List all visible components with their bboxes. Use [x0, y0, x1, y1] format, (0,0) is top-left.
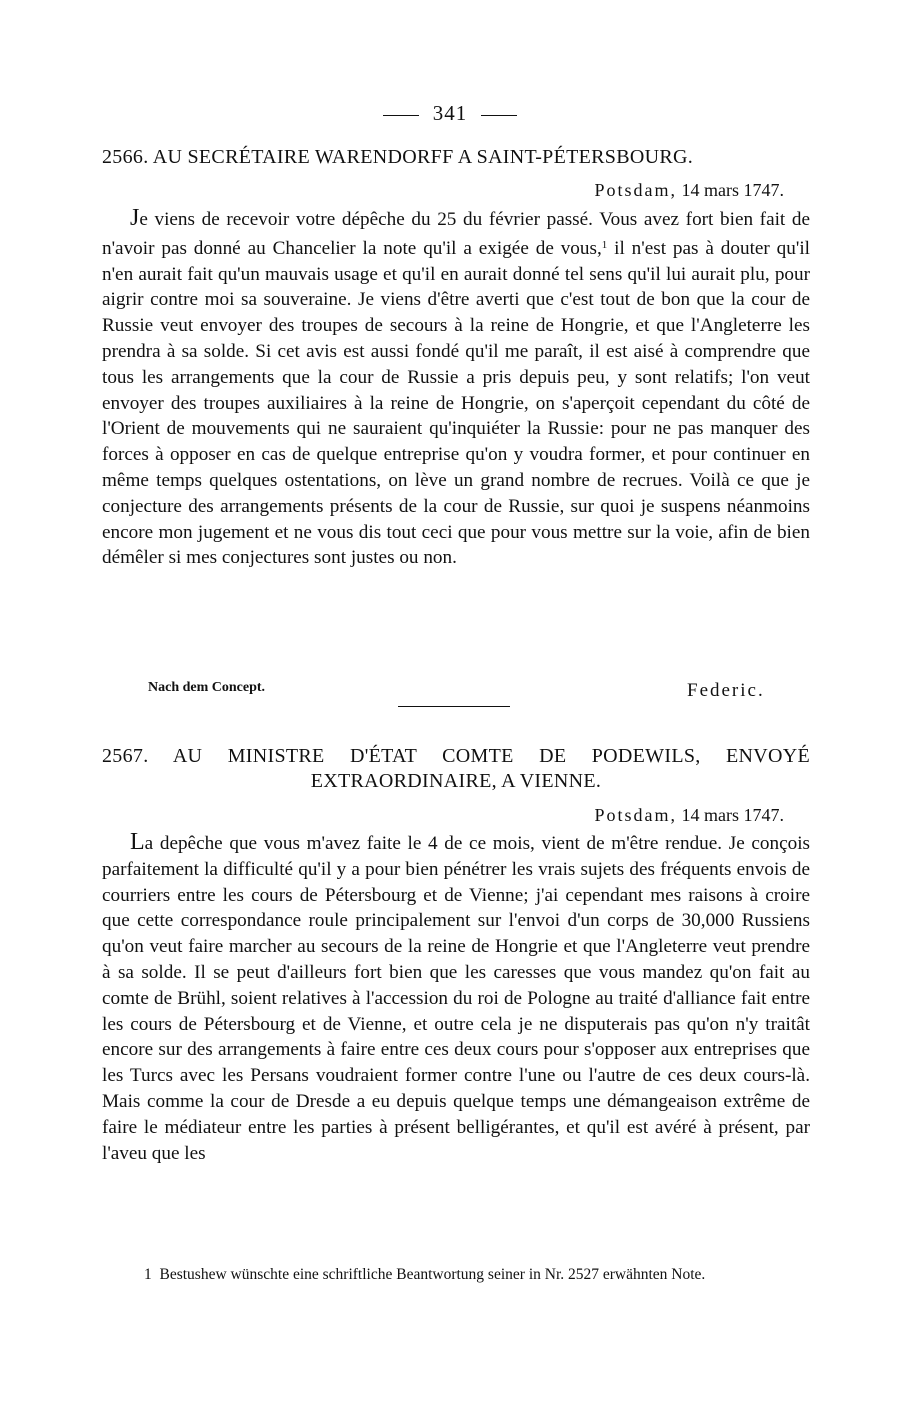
letter-2566-heading — [102, 146, 810, 169]
letter-2567-initial: L — [130, 829, 145, 855]
footnote — [102, 1264, 810, 1285]
footnote-reference: 1 — [601, 238, 608, 251]
letter-2567-text: a depêche que vous m'avez faite le 4 de ce mois, vient de m'être rendue. Je conçois parfaitement la difficulté qu'il y a pour bien pénétrer les vrais sujets des fréquents envois de courriers entre les cours de Pétersbourg et de Vienne; j'ai cependant mes raisons à croire que cette correspondance roule principalement sur l'envoi d'un corps de 30,000 Russiens qu'on veut faire marcher au secours de la reine de Hongrie et que l'Angleterre veut prendre à sa solde. Il se peut d'ailleurs fort bien que les caresses que vous mandez qu'on fait au comte de Brühl, soient relatives à l'accession du roi de Pologne au traité d'alliance fait entre les cours de Pétersbourg et de Vienne, et outre cela je ne disputerais pas qu'on n'y traitât encore sur des arrangements à faire entre ces deux cours pour s'opposer aux entreprises que les Turcs avec les Persans voudraient former contre l'une ou l'autre de ces deux cours-là. Mais comme la cour de Dresde a eu depuis quelque temps une démangeaison extrême de faire le médiateur entre les parties à présent belligérantes, et qu'il est avéré à présent, par l'aveu que les — [102, 833, 810, 1164]
letter-2567-date-place: Potsdam, — [594, 805, 677, 825]
page-number-rule-left — [383, 115, 419, 116]
letter-2567-body — [102, 830, 810, 1166]
footnote-marker: 1 — [144, 1266, 152, 1283]
letter-2566-text-part-2: il n'est pas à douter qu'il n'en aurait fait qu'un mauvais usage et qu'il en aurait donné tel sens qu'il lui aurait plu, pour aigrir contre moi sa souveraine. Je viens d'être averti que c'est tout de bon que la cour de Russie veut envoyer des troupes de secours à la reine de Hongrie, et que l'Angleterre les prendra à sa solde. Si cet avis est aussi fondé qu'il me paraît, il est aisé à comprendre que tous les arrangements que la cour de Russie a pris depuis peu, y sont relatifs; l'on veut envoyer des troupes auxiliaires à la reine de Hongrie, on s'aperçoit cependant du côté de l'Orient de mouvements qui ne sauraient qu'inquiéter la Russie: pour ne pas manquer des forces à opposer en cas de quelque entreprise qu'on y voudra former, et pour continuer en même temps quelques ostentations, on lève un grand nombre de recrues. Voilà ce que je conjecture des arrangements présents de la cour de Russie, sur quoi je suspens néanmoins encore mon jugement et ne vous dis tout ceci que pour vous mettre sur la voie, afin de bien démêler si mes conjectures sont justes ou non. — [102, 237, 810, 569]
letter-2566-paragraph — [102, 206, 810, 571]
letter-2567-heading — [102, 744, 810, 794]
footnote-text: Bestushew wünschte eine schriftliche Beantwortung seiner in Nr. 2527 erwähnten Note. — [159, 1266, 706, 1283]
letter-2566-dateline — [594, 180, 784, 201]
letter-2566-date-place: Potsdam, — [594, 180, 677, 200]
letter-2566-date-day: 14 mars 1747. — [681, 180, 784, 200]
section-separator — [398, 706, 510, 707]
letter-2566-text-part-1: e viens de recevoir votre dépêche du 25 du février passé. Vous avez fort bien fait de n'avoir pas donné au Chancelier la note qu'il a exigée de vous, — [102, 209, 810, 259]
letter-2567-date-day: 14 mars 1747. — [681, 805, 784, 825]
letter-2567-dateline — [594, 805, 784, 826]
letter-2566-heading-text: 2566. AU SECRÉTAIRE WARENDORFF A SAINT-PÉTERSBOURG. — [102, 146, 694, 168]
page-number-text: 341 — [432, 101, 468, 125]
letter-2566-body — [102, 206, 810, 571]
letter-2567-heading-text: 2567. AU MINISTRE D'ÉTAT COMTE DE PODEWILS, ENVOYÉ EXTRAORDINAIRE, A VIENNE. — [102, 745, 810, 792]
letter-2567-paragraph — [102, 830, 810, 1166]
letter-2566-initial: J — [130, 205, 140, 231]
letter-2566-signature: Federic. — [687, 680, 765, 701]
letter-2566-source-note: Nach dem Concept. — [148, 680, 266, 695]
page-number-rule-right — [481, 115, 517, 116]
footnote-line — [102, 1264, 810, 1285]
page-number — [0, 101, 900, 126]
